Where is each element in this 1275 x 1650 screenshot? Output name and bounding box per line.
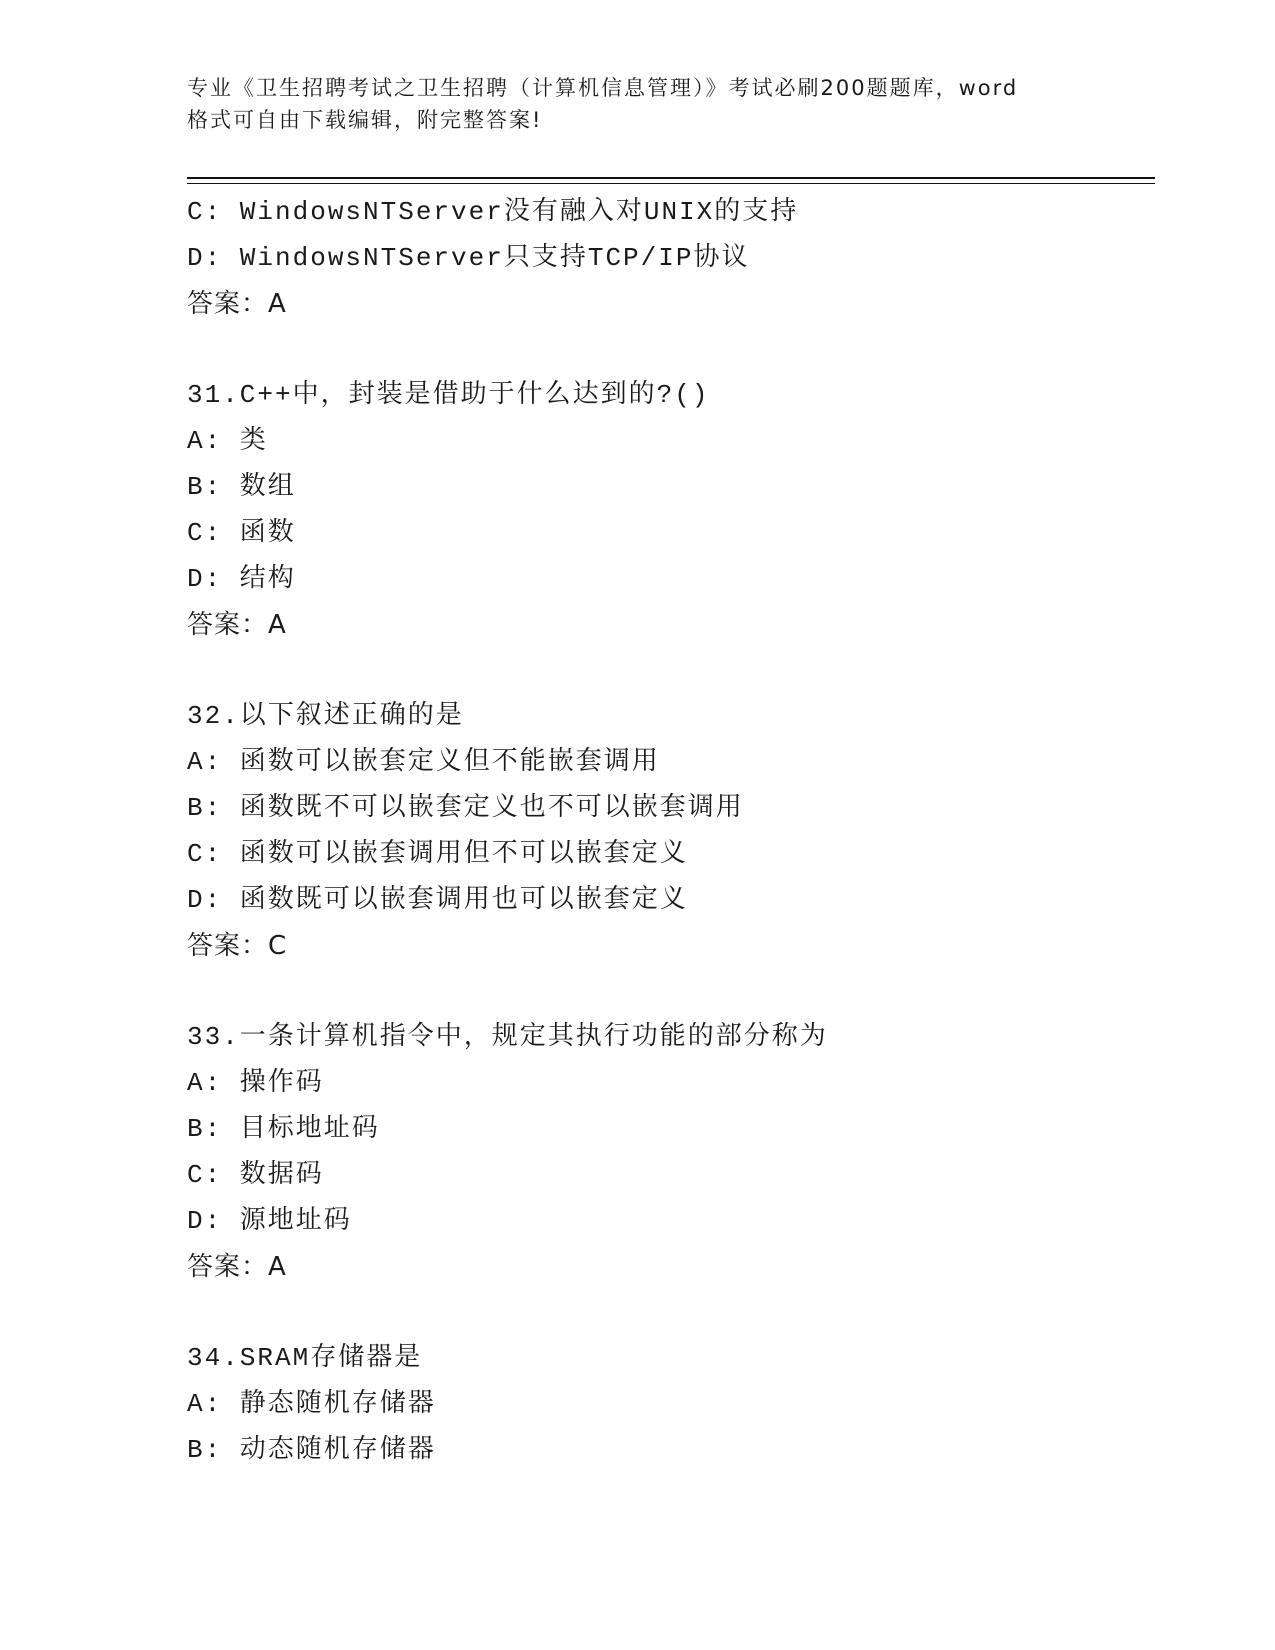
question-31	[187, 372, 1147, 648]
answer-label: 答案：C	[187, 931, 288, 961]
option-d: D: 函数既可以嵌套调用也可以嵌套定义	[187, 885, 688, 915]
question-stem: 34.SRAM存储器是	[187, 1343, 423, 1373]
option-c: C: 函数	[187, 518, 296, 548]
option-d: D: 源地址码	[187, 1206, 352, 1236]
option-a: A: 类	[187, 426, 268, 456]
question-30-continued	[187, 189, 1147, 327]
answer-label: 答案：A	[187, 1252, 287, 1282]
answer-label: 答案：A	[187, 610, 287, 640]
option-a: A: 函数可以嵌套定义但不能嵌套调用	[187, 747, 660, 777]
header-divider-thick	[187, 177, 1155, 179]
option-a: A: 静态随机存储器	[187, 1389, 436, 1419]
document-header	[187, 72, 1087, 136]
answer-label: 答案：A	[187, 289, 287, 319]
header-line-1: 专业《卫生招聘考试之卫生招聘（计算机信息管理）》考试必刷200题题库，word	[187, 76, 1019, 100]
option-d: D: 结构	[187, 564, 296, 594]
option-b: B: 数组	[187, 472, 296, 502]
option-c: C: 函数可以嵌套调用但不可以嵌套定义	[187, 839, 688, 869]
question-stem: 32.以下叙述正确的是	[187, 701, 464, 731]
header-divider-thin	[187, 183, 1155, 184]
question-32	[187, 693, 1147, 969]
option-c: C: WindowsNTServer没有融入对UNIX的支持	[187, 197, 799, 227]
question-list	[187, 189, 1147, 1473]
option-b: B: 动态随机存储器	[187, 1435, 436, 1465]
option-c: C: 数据码	[187, 1160, 324, 1190]
option-a: A: 操作码	[187, 1068, 324, 1098]
question-34	[187, 1335, 1147, 1473]
option-d: D: WindowsNTServer只支持TCP/IP协议	[187, 243, 750, 273]
question-33	[187, 1014, 1147, 1290]
question-stem: 33.一条计算机指令中，规定其执行功能的部分称为	[187, 1022, 828, 1052]
option-b: B: 目标地址码	[187, 1114, 380, 1144]
question-stem: 31.C++中，封装是借助于什么达到的?()	[187, 380, 710, 410]
header-line-2: 格式可自由下载编辑，附完整答案!	[187, 108, 543, 132]
option-b: B: 函数既不可以嵌套定义也不可以嵌套调用	[187, 793, 744, 823]
